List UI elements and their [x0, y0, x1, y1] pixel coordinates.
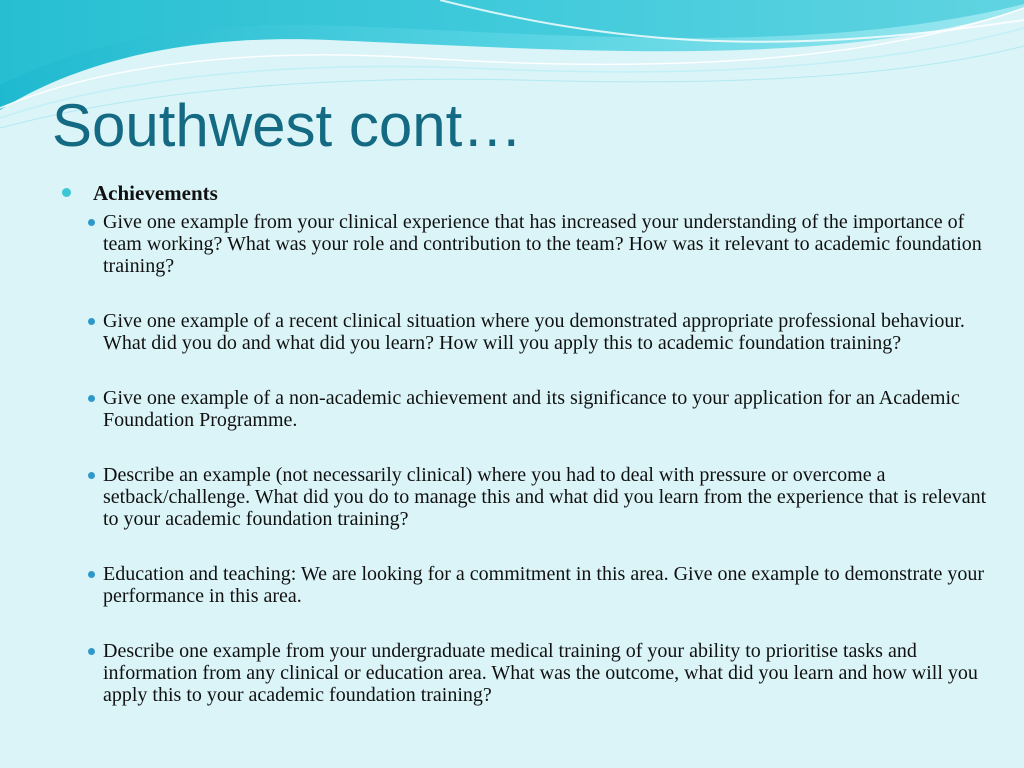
- question-item-1: [62, 211, 992, 277]
- question-list: [62, 211, 992, 706]
- question-item-2: [62, 310, 992, 354]
- question-item-5: [62, 563, 992, 607]
- question-item-3: [62, 387, 992, 431]
- bullet-dot-icon: [88, 219, 95, 226]
- slide-title: Southwest cont…: [52, 92, 523, 159]
- question-text: Give one example from your clinical experience that has increased your understanding of the importance of team working? What was your role and contribution to the team? How was it relevant to academic foundation training?: [103, 211, 982, 277]
- question-text: Give one example of a recent clinical situation where you demonstrated appropriate professional behaviour. What did you do and what did you learn? How will you apply this to academic foundation training?: [103, 310, 965, 354]
- achievements-bullet: [62, 180, 992, 206]
- bullet-dot-icon: [88, 472, 95, 479]
- bullet-dot-icon: [88, 395, 95, 402]
- question-text: Education and teaching: We are looking for a commitment in this area. Give one example to demonstrate your performance in this area.: [103, 563, 985, 607]
- question-text: Describe an example (not necessarily clinical) where you had to deal with pressure or overcome a setback/challenge. What did you do to manage this and what did you learn from the experience that is relevant to your academic foundation training?: [103, 464, 987, 530]
- section-heading: Achievements: [93, 181, 218, 205]
- bullet-dot-icon: [62, 188, 71, 197]
- question-item-4: [62, 464, 992, 530]
- bullet-dot-icon: [88, 571, 95, 578]
- question-text: Describe one example from your undergraduate medical training of your ability to prioritise tasks and information from any clinical or education area. What was the outcome, what did you learn and how will you apply this to your academic foundation training?: [103, 640, 978, 706]
- slide-content: [62, 180, 992, 706]
- question-item-6: [62, 640, 992, 706]
- question-text: Give one example of a non-academic achievement and its significance to your application for an Academic Foundation Programme.: [103, 387, 960, 431]
- bullet-dot-icon: [88, 318, 95, 325]
- bullet-dot-icon: [88, 648, 95, 655]
